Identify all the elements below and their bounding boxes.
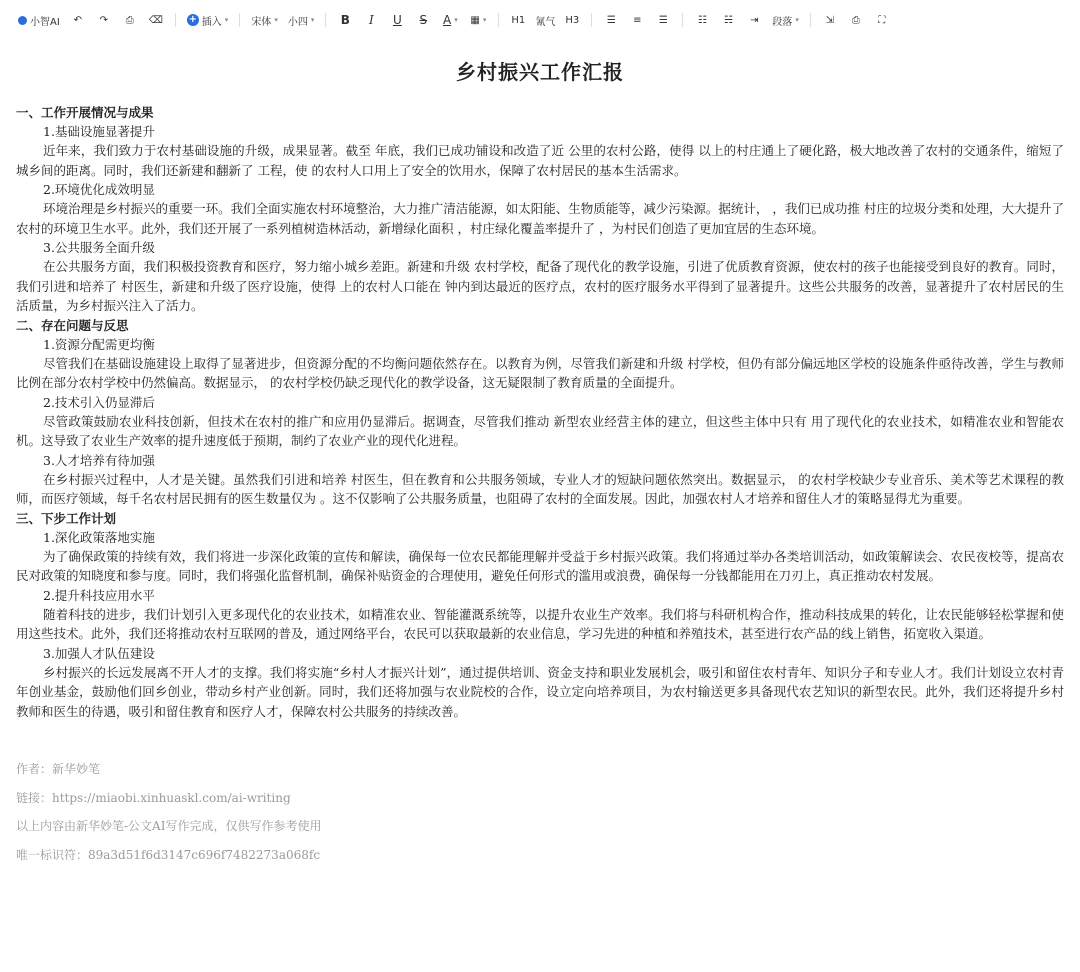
- toolbar-divider: [682, 13, 683, 27]
- subsection-title: 2.提升科技应用水平: [43, 587, 155, 603]
- chevron-down-icon: ▾: [310, 16, 315, 24]
- font-family-select[interactable]: [247, 10, 282, 30]
- footer-note: 以上内容由新华妙笔-公文AI写作完成，仅供写作参考使用: [16, 819, 322, 833]
- chevron-down-icon: ▾: [482, 16, 487, 24]
- ai-label: 小智AI: [30, 16, 60, 28]
- subsection-title: 3.公共服务全面升级: [43, 240, 155, 255]
- indent-icon[interactable]: ⇥: [750, 14, 759, 26]
- table-icon: ▦: [470, 14, 480, 26]
- font-color-label: A: [442, 13, 452, 27]
- body-paragraph: 近年来，我们致力于农村基础设施的升级，成果显著。截至 年底，我们已成功铺设和改造了近 公里的农村公路，使得 以上的村庄通上了硬化路，极大地改善了农村的交通条件，缩短了城乡间的距离。同时，我们还新建和翻新了 工程，使 的农村人口用上了安全的饮用水，保障了农村居民的基本生活需求。: [16, 143, 1064, 178]
- font-size-value: 小四: [287, 16, 308, 28]
- subsection-title: 2.环境优化成效明显: [43, 182, 155, 197]
- subsection-title: 3.人才培养有待加强: [43, 452, 155, 468]
- chevron-down-icon: ▾: [274, 16, 278, 24]
- paragraph-label: 段落: [772, 16, 793, 28]
- insert-label: 插入: [201, 16, 222, 28]
- body-paragraph: 尽管政策鼓励农业科技创新，但技术在农村的推广和应用仍显滞后。据调查，尽管我们推动 新型农业经营主体的建立，但这些主体中只有 用了现代化的农业技术，如精准农业和智能农机。这导致了农业生产效率的提升速度低于预期，制约了农业产业的现代化进程。: [16, 413, 1064, 448]
- chevron-down-icon: ▾: [224, 16, 229, 24]
- italic-button[interactable]: I: [368, 13, 374, 27]
- document-title: 乡村振兴工作汇报: [456, 60, 624, 84]
- table-button[interactable]: [465, 10, 491, 30]
- section-heading: 一、工作开展情况与成果: [16, 105, 154, 120]
- body-paragraph: 乡村振兴的长远发展离不开人才的支撑。我们将实施“乡村人才振兴计划”，通过提供培训、资金支持和职业发展机会，吸引和留住农村青年、知识分子和专业人才。我们计划设立农村青年创业基金，鼓励他们回乡创业，带动乡村产业创新。同时，我们还将加强与农业院校的合作，设立定向培养项目，为农村输送更多具备现代农艺知识的新型农民。此外，我们还将提升乡村教师和医生的待遇，吸引和留住教育和医疗人才，保障农村公共服务的持续改善。: [16, 664, 1064, 719]
- numbered-list-icon[interactable]: ☵: [723, 14, 733, 26]
- chevron-down-icon: ▾: [795, 16, 799, 24]
- footer-author: 作者：新华妙笔: [16, 762, 101, 776]
- document-body: [16, 103, 1064, 721]
- document-footer: [16, 755, 1064, 869]
- insert-button[interactable]: [183, 10, 233, 30]
- font-family-value: 宋体: [251, 16, 272, 28]
- toolbar-divider: [810, 13, 811, 27]
- align-right-icon[interactable]: ☰: [658, 14, 668, 26]
- section-heading: 二、存在问题与反思: [16, 317, 129, 333]
- toolbar-divider: [325, 13, 326, 27]
- subsection-title: 1.深化政策落地实施: [43, 529, 155, 545]
- toolbar-divider: [498, 13, 499, 27]
- heading1-button[interactable]: H1: [511, 14, 526, 26]
- underline-button[interactable]: U: [392, 13, 402, 27]
- subsection-title: 1.资源分配需更均衡: [43, 336, 155, 352]
- bullet-list-icon[interactable]: ☷: [697, 14, 707, 26]
- strikethrough-button[interactable]: S: [419, 13, 428, 27]
- body-paragraph: 在乡村振兴过程中，人才是关键。虽然我们引进和培养 村医生，但在教育和公共服务领域，专业人才的短缺问题依然突出。数据显示， 的农村学校缺少专业音乐、美术等艺术课程的教师，而医疗领域，每千名农村居民拥有的医生数量仅为 。这不仅影响了公共服务质量，也阻碍了农村的全面发展。因此，加强农村人才培养和留住人才的策略显得尤为重要。: [16, 471, 1064, 506]
- redo-icon[interactable]: ↷: [99, 14, 108, 26]
- chevron-down-icon: ▾: [454, 16, 458, 24]
- font-color-button[interactable]: [437, 10, 463, 30]
- subsection-title: 1.基础设施显著提升: [43, 124, 155, 139]
- font-size-select[interactable]: [284, 10, 319, 30]
- bold-button[interactable]: B: [340, 13, 350, 27]
- align-center-icon[interactable]: ≡: [633, 14, 642, 26]
- paragraph-select[interactable]: [768, 10, 803, 30]
- body-paragraph: 在公共服务方面，我们积极投资教育和医疗，努力缩小城乡差距。新建和升级 农村学校，配备了现代化的教学设施，引进了优质教育资源，使农村的孩子也能接受到良好的教育。同时，我们引进和培养了 村医生，新建和升级了医疗设施，使得 上的农村人口能在 钟内到达最近的医疗点，农村的医疗服务水平得到了显著提升。这些公共服务的改善，显著提升了农村居民的生活质量，为乡村振兴注入了活力。: [16, 259, 1064, 313]
- undo-icon[interactable]: ↶: [73, 14, 82, 26]
- eraser-icon[interactable]: ⌫: [148, 14, 163, 26]
- fullscreen-icon[interactable]: ⛶: [878, 14, 886, 26]
- footer-link[interactable]: 链接：https://miaobi.xinhuaskl.com/ai-writing: [16, 790, 291, 805]
- align-left-icon[interactable]: ☰: [606, 14, 616, 26]
- heading3-button[interactable]: H3: [565, 14, 580, 26]
- section-heading: 三、下步工作计划: [16, 510, 117, 526]
- subsection-title: 3.加强人才队伍建设: [43, 645, 155, 661]
- ai-logo-icon: [18, 16, 27, 25]
- body-paragraph: 为了确保政策的持续有效，我们将进一步深化政策的宣传和解读，确保每一位农民都能理解并受益于乡村振兴政策。我们将通过举办各类培训活动，如政策解读会、农民夜校等，提高农民对政策的知晓度和参与度。同时，我们将强化监督机制，确保补贴资金的合理使用，避免任何形式的滥用或浪费，确保每一分钱都能用在刀刃上，真正推动农村发展。: [16, 548, 1064, 583]
- body-paragraph: 尽管我们在基础设施建设上取得了显著进步，但资源分配的不均衡问题依然存在。以教育为例，尽管我们新建和升级 村学校，但仍有部分偏远地区学校的设施条件亟待改善，学生与教师比例在部分农村学校中仍然偏高。数据显示， 的农村学校仍缺乏现代化的教学设备，这无疑限制了教育质量的全面提升。: [16, 355, 1064, 390]
- toolbar-divider: [239, 13, 240, 27]
- document-page[interactable]: [0, 56, 1080, 869]
- print-icon[interactable]: ⎙: [851, 14, 860, 26]
- body-paragraph: 随着科技的进步，我们计划引入更多现代化的农业技术，如精准农业、智能灌溉系统等，以提升农业生产效率。我们将与科研机构合作，推动科技成果的转化，让农民能够轻松掌握和使用这些技术。此外，我们还将推动农村互联网的普及，通过网络平台，农民可以获取最新的农业信息，学习先进的种植和养殖技术，甚至进行农产品的线上销售，拓宽收入渠道。: [16, 606, 1064, 641]
- plus-icon: +: [188, 14, 197, 25]
- format-painter-icon[interactable]: ⎙: [125, 14, 134, 26]
- footer-uid: 唯一标识符：89a3d51f6d3147c696f7482273a068fc: [16, 847, 321, 862]
- toolbar-divider: [175, 13, 176, 27]
- heading2-button[interactable]: 氰气: [535, 16, 556, 28]
- toolbar-divider: [591, 13, 592, 27]
- ai-assistant-button[interactable]: [14, 10, 64, 30]
- body-paragraph: 环境治理是乡村振兴的重要一环。我们全面实施农村环境整治，大力推广清洁能源，如太阳能、生物质能等，减少污染源。据统计， ，我们已成功推 村庄的垃圾分类和处理，大大提升了农村的环境卫生水平。此外，我们还开展了一系列植树造林活动，新增绿化面积 ，村庄绿化覆盖率提升了 ，为村民们创造了更加宜居的生态环境。: [16, 201, 1064, 236]
- subsection-title: 2.技术引入仍显滞后: [43, 394, 155, 410]
- export-icon[interactable]: ⇲: [825, 14, 835, 26]
- editor-toolbar: [0, 0, 1080, 40]
